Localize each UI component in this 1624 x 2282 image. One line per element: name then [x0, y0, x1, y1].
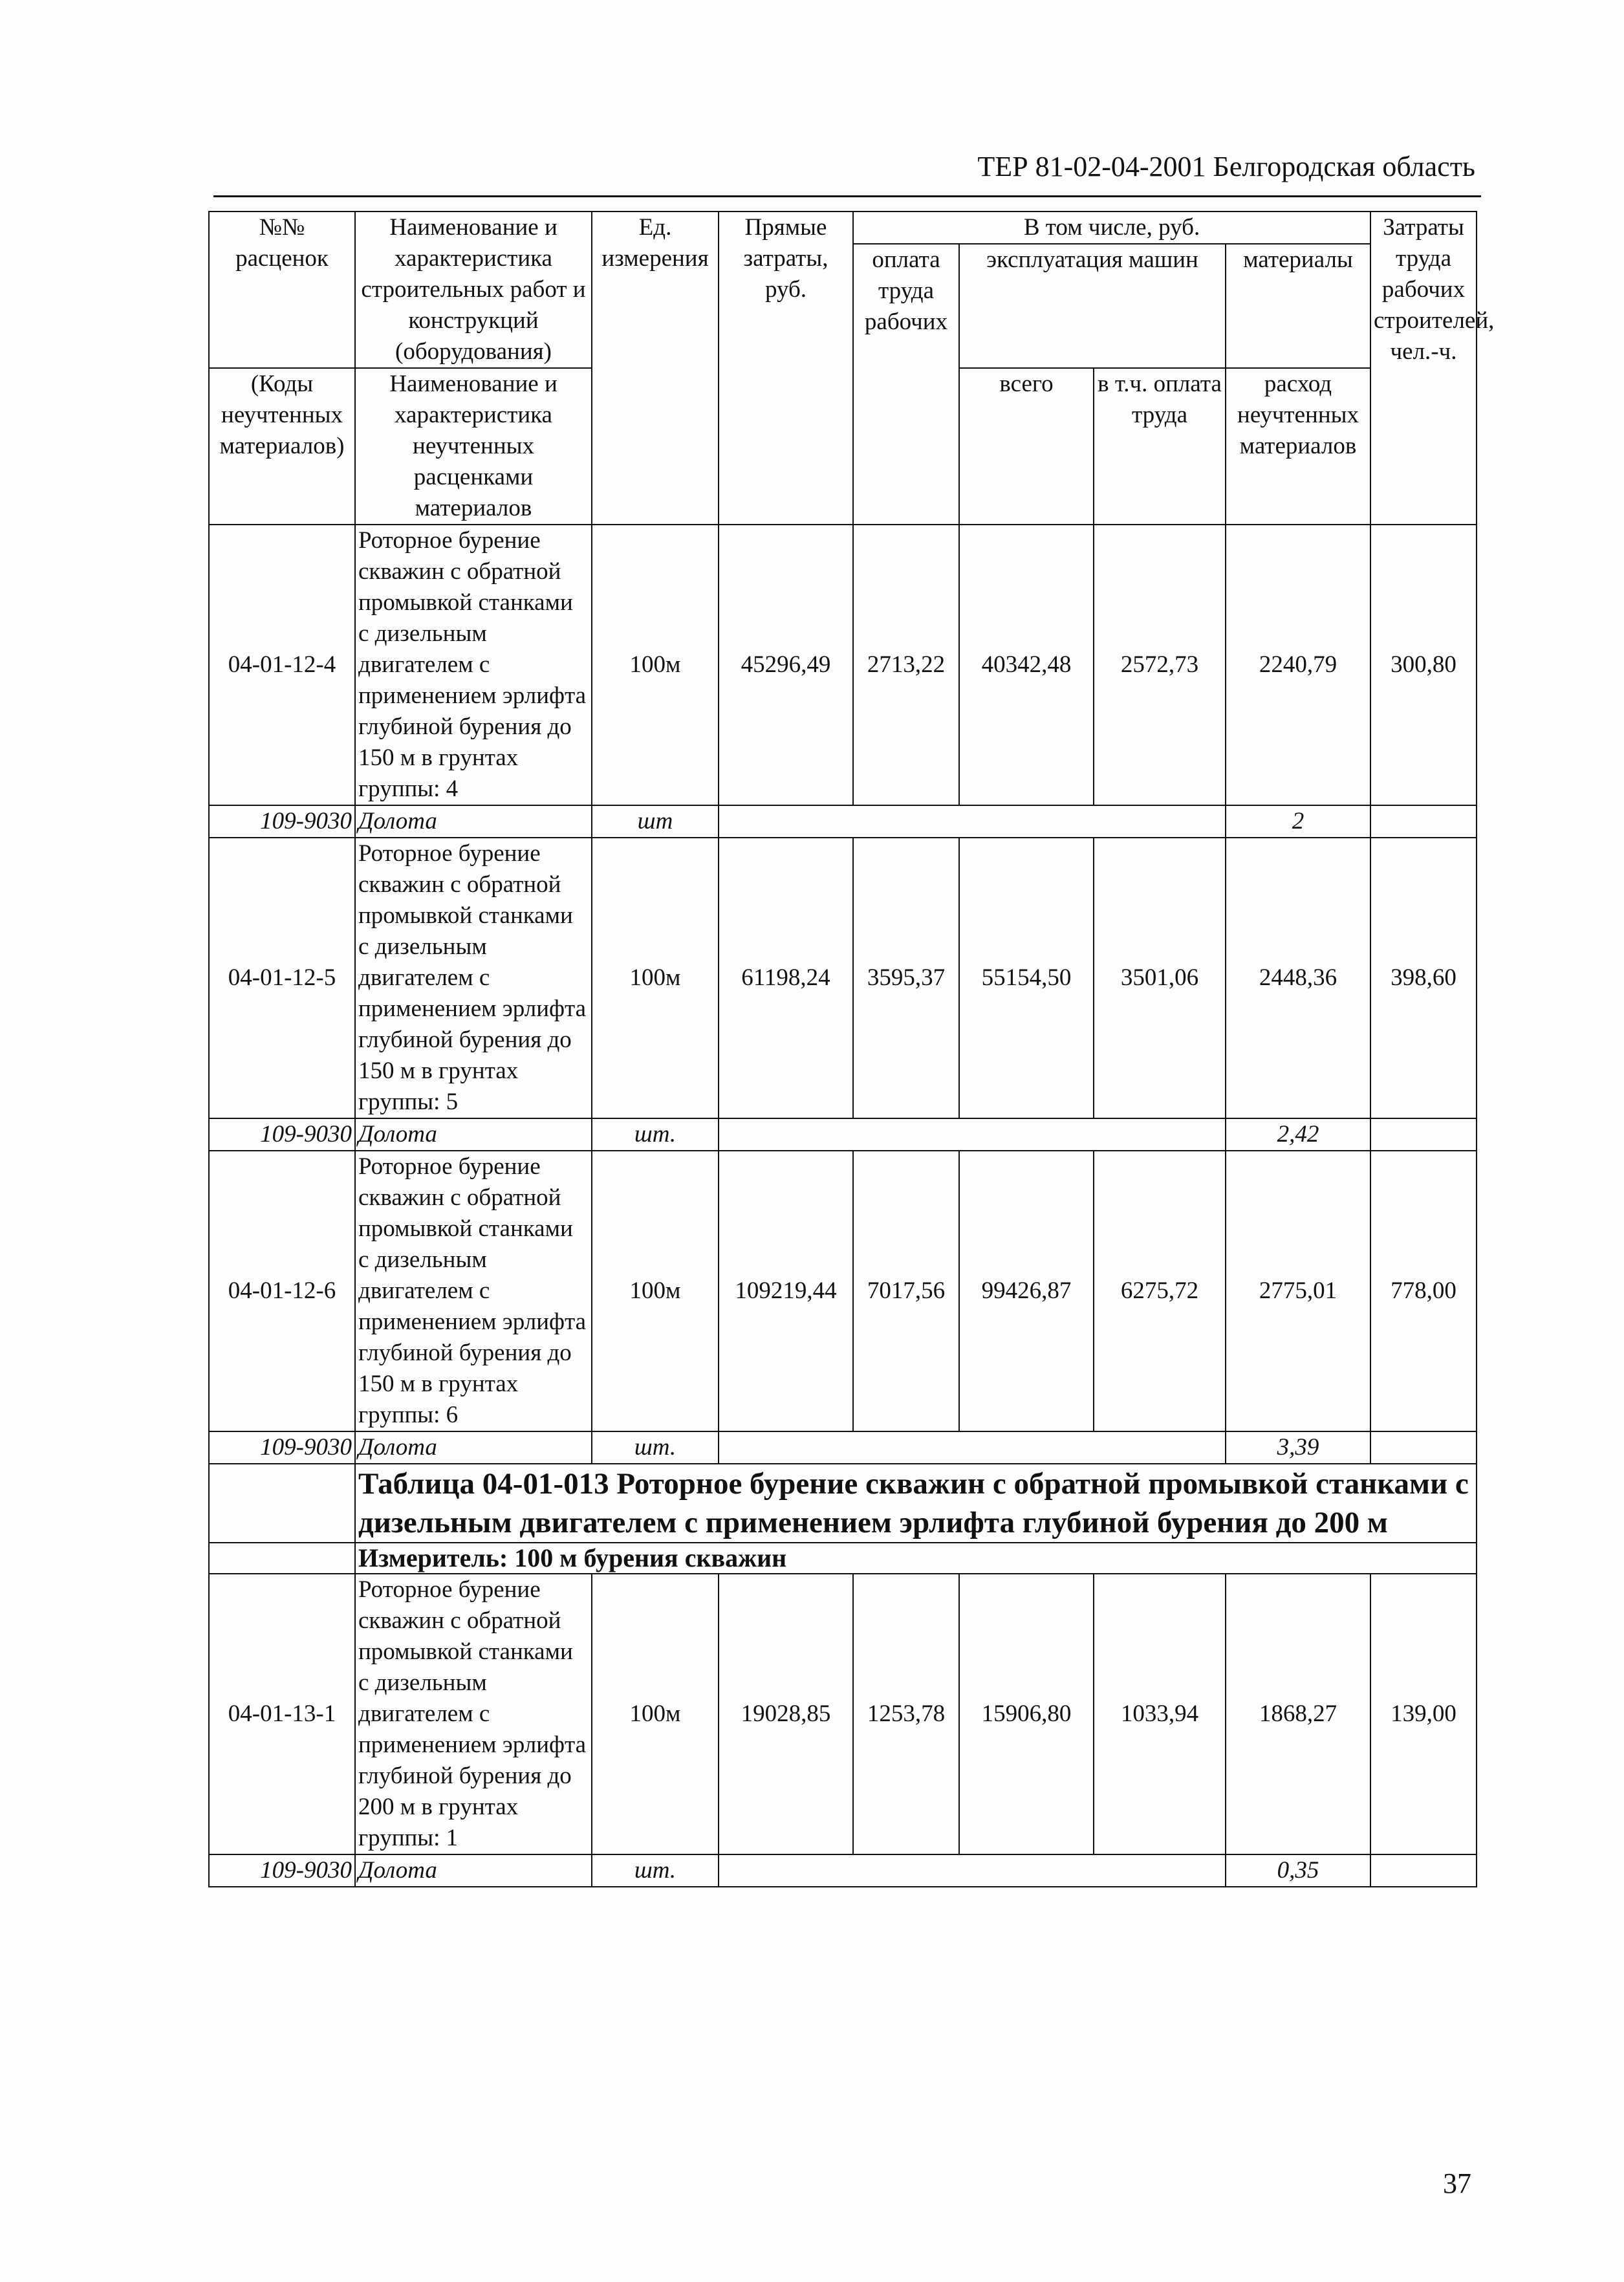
row-labor: 1253,78: [853, 1574, 959, 1854]
col-unit-header: Ед. измерения: [592, 212, 719, 525]
mat-qty: 2,42: [1226, 1118, 1370, 1151]
row-mach-labor: 6275,72: [1094, 1151, 1226, 1431]
mat-empty: [719, 1854, 1226, 1887]
row-code: 04-01-12-5: [209, 838, 355, 1118]
table-row: [209, 525, 1477, 805]
row-name: Роторное бурение скважин с обратной промывкой станками с дизельным двигателем с применением эрлифта глубиной бурения до 150 м в грунтах группы: 6: [355, 1151, 592, 1431]
row-code: 04-01-12-4: [209, 525, 355, 805]
col-name2-header: Наименование и характеристика неучтенных расценками материалов: [355, 368, 592, 525]
material-row: [209, 1431, 1477, 1464]
mat-code: 109-9030: [209, 1118, 355, 1151]
mat-qty: 3,39: [1226, 1431, 1370, 1464]
row-mach-labor: 2572,73: [1094, 525, 1226, 805]
row-mach-labor: 3501,06: [1094, 838, 1226, 1118]
mat-qty: 2: [1226, 805, 1370, 838]
mat-code: 109-9030: [209, 1854, 355, 1887]
material-row: [209, 1854, 1477, 1887]
col-machines-header: эксплуатация машин: [959, 244, 1226, 368]
row-mach-total: 55154,50: [959, 838, 1094, 1118]
col-codes-header: (Коды неучтенных материалов): [209, 368, 355, 525]
mat-unit: шт.: [592, 1431, 719, 1464]
mat-empty: [719, 1431, 1226, 1464]
row-mach-total: 99426,87: [959, 1151, 1094, 1431]
row-name: Роторное бурение скважин с обратной промывкой станками с дизельным двигателем с применением эрлифта глубиной бурения до 150 м в грунтах группы: 4: [355, 525, 592, 805]
row-code: 04-01-13-1: [209, 1574, 355, 1854]
mat-empty: [1370, 1854, 1477, 1887]
table13-measure-row: [209, 1543, 1477, 1574]
material-row: [209, 1118, 1477, 1151]
table13-title: Таблица 04-01-013 Роторное бурение скважин с обратной промывкой станками с дизельным двигателем с применением эрлифта глубиной бурения до 200 м: [355, 1464, 1477, 1543]
table-row: [209, 838, 1477, 1118]
table13-title-row: [209, 1464, 1477, 1543]
row-materials: 2775,01: [1226, 1151, 1370, 1431]
mat-empty: [1370, 1431, 1477, 1464]
row-direct: 61198,24: [719, 838, 853, 1118]
col-mach-labor-header: в т.ч. оплата труда: [1094, 368, 1226, 525]
row-materials: 2240,79: [1226, 525, 1370, 805]
table-row: [209, 1151, 1477, 1431]
row-materials: 1868,27: [1226, 1574, 1370, 1854]
row-workers: 139,00: [1370, 1574, 1477, 1854]
page-number: 37: [1443, 2168, 1471, 2199]
mat-empty: [719, 805, 1226, 838]
mat-unit: шт.: [592, 1854, 719, 1887]
row-mach-labor: 1033,94: [1094, 1574, 1226, 1854]
mat-name: Долота: [355, 1118, 592, 1151]
row-direct: 19028,85: [719, 1574, 853, 1854]
col-incl-header: В том числе, руб.: [853, 212, 1370, 244]
row-labor: 7017,56: [853, 1151, 959, 1431]
mat-empty: [719, 1118, 1226, 1151]
mat-name: Долота: [355, 805, 592, 838]
row-direct: 109219,44: [719, 1151, 853, 1431]
material-row: [209, 805, 1477, 838]
row-mach-total: 40342,48: [959, 525, 1094, 805]
col-direct-header: Прямые затраты, руб.: [719, 212, 853, 525]
table13-measure: Измеритель: 100 м бурения скважин: [355, 1543, 1477, 1574]
col-name-header: Наименование и характеристика строительных работ и конструкций (оборудования): [355, 212, 592, 368]
col-mach-total-header: всего: [959, 368, 1094, 525]
row-unit: 100м: [592, 525, 719, 805]
mat-code: 109-9030: [209, 805, 355, 838]
header-row-1: [209, 212, 1477, 244]
row-unit: 100м: [592, 1574, 719, 1854]
table-row: [209, 1574, 1477, 1854]
row-workers: 778,00: [1370, 1151, 1477, 1431]
row-unit: 100м: [592, 1151, 719, 1431]
col-mat-unacc-header: расход неучтенных материалов: [1226, 368, 1370, 525]
row-workers: 398,60: [1370, 838, 1477, 1118]
mat-code: 109-9030: [209, 1431, 355, 1464]
title-spacer: [209, 1464, 355, 1543]
mat-qty: 0,35: [1226, 1854, 1370, 1887]
norms-table: [208, 211, 1495, 1887]
row-direct: 45296,49: [719, 525, 853, 805]
header-rule: [213, 195, 1481, 197]
row-unit: 100м: [592, 838, 719, 1118]
row-name: Роторное бурение скважин с обратной промывкой станками с дизельным двигателем с применением эрлифта глубиной бурения до 200 м в грунтах группы: 1: [355, 1574, 592, 1854]
mat-empty: [1370, 1118, 1477, 1151]
mat-name: Долота: [355, 1854, 592, 1887]
col-labor-header: оплата труда рабочих: [853, 244, 959, 525]
row-code: 04-01-12-6: [209, 1151, 355, 1431]
mat-unit: шт: [592, 805, 719, 838]
col-workers-header: Затраты труда рабочих строителей, чел.-ч.: [1370, 212, 1477, 525]
mat-unit: шт.: [592, 1118, 719, 1151]
row-mach-total: 15906,80: [959, 1574, 1094, 1854]
row-labor: 3595,37: [853, 838, 959, 1118]
row-labor: 2713,22: [853, 525, 959, 805]
document-header: ТЕР 81-02-04-2001 Белгородская область: [977, 151, 1475, 182]
col-num-header: №№ расценок: [209, 212, 355, 368]
row-materials: 2448,36: [1226, 838, 1370, 1118]
row-workers: 300,80: [1370, 525, 1477, 805]
col-materials-header: материалы: [1226, 244, 1370, 368]
row-name: Роторное бурение скважин с обратной промывкой станками с дизельным двигателем с применением эрлифта глубиной бурения до 150 м в грунтах группы: 5: [355, 838, 592, 1118]
mat-name: Долота: [355, 1431, 592, 1464]
measure-spacer: [209, 1543, 355, 1574]
mat-empty: [1370, 805, 1477, 838]
